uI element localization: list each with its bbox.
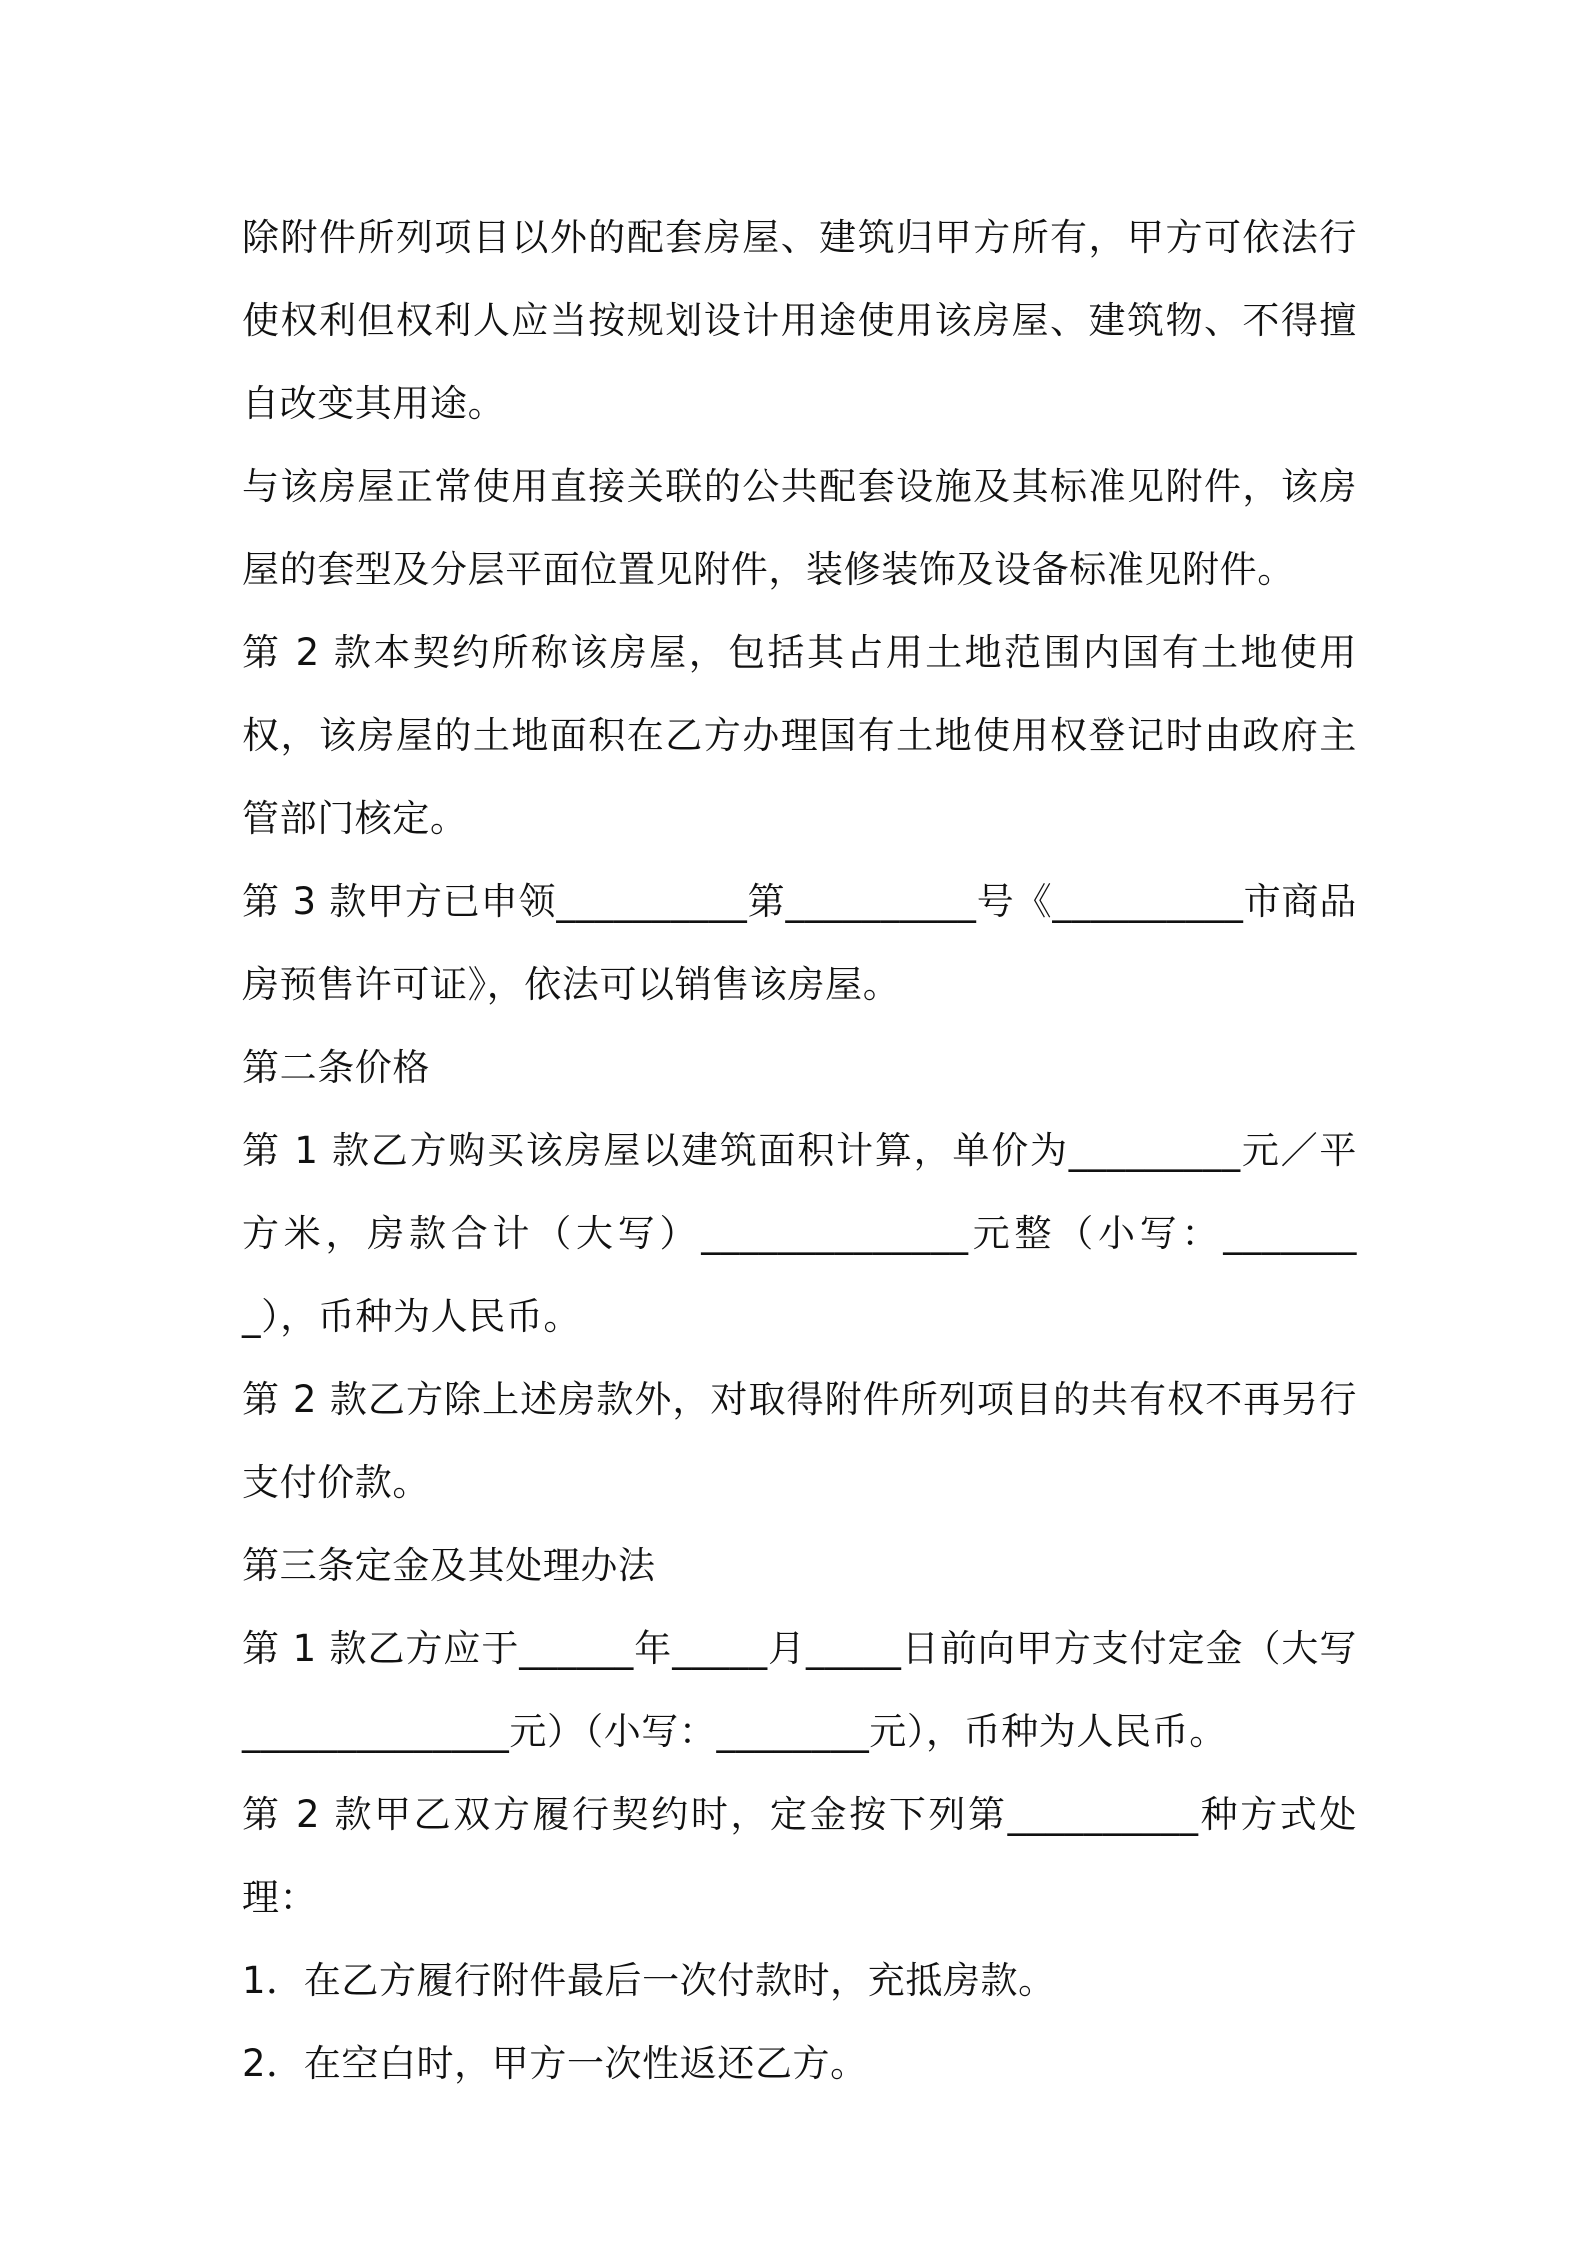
paragraph-ancillary-buildings: 除附件所列项目以外的配套房屋、建筑归甲方所有，甲方可依法行使权利但权利人应当按规划设计用途使用该房屋、建筑物、不得擅自改变其用途。 (242, 216, 1357, 425)
paragraph-price-clause-1: 第 1 款乙方购买该房屋以建筑面积计算，单价为_________元／平方米，房款合计（大写）______________元整（小写：________），币种为人民币。 (242, 1129, 1357, 1338)
paragraph-deposit-clause-2: 第 2 款甲乙双方履行契约时，定金按下列第__________种方式处理： (242, 1793, 1357, 1919)
paragraph-price-clause-2: 第 2 款乙方除上述房款外，对取得附件所列项目的共有权不再另行支付价款。 (242, 1378, 1357, 1504)
heading-article-2-price: 第二条价格 (242, 1046, 430, 1089)
document-body (242, 196, 1357, 2105)
heading-article-3-deposit: 第三条定金及其处理办法 (242, 1544, 656, 1587)
list-item-deposit-option-2: 2．在空白时，甲方一次性返还乙方。 (242, 2042, 868, 2085)
paragraph-deposit-clause-1: 第 1 款乙方应于______年_____月_____日前向甲方支付定金（大写______________元）（小写：________元），币种为人民币。 (242, 1627, 1357, 1753)
paragraph-clause-3-presale-permit: 第 3 款甲方已申领__________第__________号《__________市商品房预售许可证》，依法可以销售该房屋。 (242, 880, 1357, 1006)
list-item-deposit-option-1: 1．在乙方履行附件最后一次付款时，充抵房款。 (242, 1959, 1056, 2002)
paragraph-public-facilities: 与该房屋正常使用直接关联的公共配套设施及其标准见附件，该房屋的套型及分层平面位置见附件，装修装饰及设备标准见附件。 (242, 465, 1357, 591)
paragraph-clause-2-land-use: 第 2 款本契约所称该房屋，包括其占用土地范围内国有土地使用权，该房屋的土地面积在乙方办理国有土地使用权登记时由政府主管部门核定。 (242, 631, 1357, 840)
